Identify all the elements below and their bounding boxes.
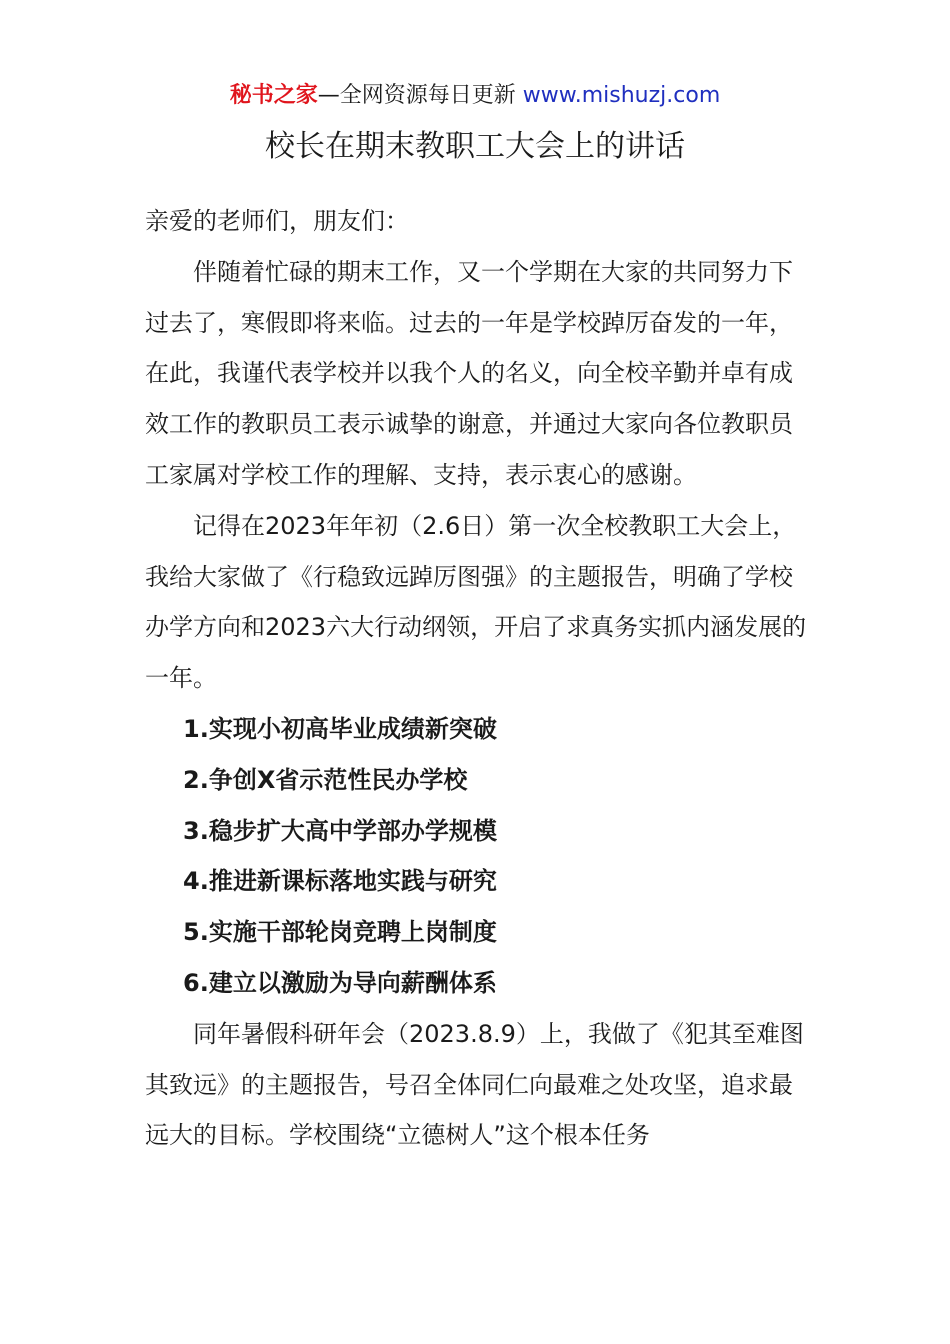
action-item: 6.建立以激励为导向薪酬体系 bbox=[183, 968, 497, 997]
paragraph-intro: 伴随着忙碌的期末工作，又一个学期在大家的共同努力下过去了，寒假即将来临。过去的一年是学校踔厉奋发的一年，在此，我谨代表学校并以我个人的名义，向全校辛勤并卓有成效工作的教职员工表示诚挚的谢意，并通过大家向各位教职员工家属对学校工作的理解、支持，表示衷心的感谢。 bbox=[145, 257, 793, 489]
document-title: 校长在期末教职工大会上的讲话 bbox=[265, 129, 685, 164]
salutation: 亲爱的老师们，朋友们： bbox=[145, 207, 409, 235]
action-item: 2.争创X省示范性民办学校 bbox=[183, 765, 468, 794]
action-item: 4.推进新课标落地实践与研究 bbox=[183, 867, 497, 896]
website-link[interactable]: www.mishuzj.com bbox=[522, 83, 721, 108]
action-item: 5.实施干部轮岗竞聘上岗制度 bbox=[183, 918, 497, 947]
document-body bbox=[145, 196, 809, 1161]
brand-name: 秘书之家 bbox=[229, 83, 318, 108]
action-item: 1.实现小初高毕业成绩新突破 bbox=[183, 714, 497, 743]
paragraph-recall: 记得在2023年年初（2.6日）第一次全校教职工大会上，我给大家做了《行稳致远踔厉图强》的主题报告，明确了学校办学方向和2023六大行动纲领，开启了求真务实抓内涵发展的一年。 bbox=[145, 511, 807, 693]
header-tagline: —全网资源每日更新 bbox=[317, 83, 516, 108]
action-item: 3.稳步扩大高中学部办学规模 bbox=[183, 816, 497, 845]
header-banner bbox=[0, 80, 950, 112]
paragraph-closing: 同年暑假科研年会（2023.8.9）上，我做了《犯其至难图其致远》的主题报告，号召全体同仁向最难之处攻坚，追求最远大的目标。学校围绕“立德树人”这个根本任务 bbox=[145, 1019, 804, 1150]
